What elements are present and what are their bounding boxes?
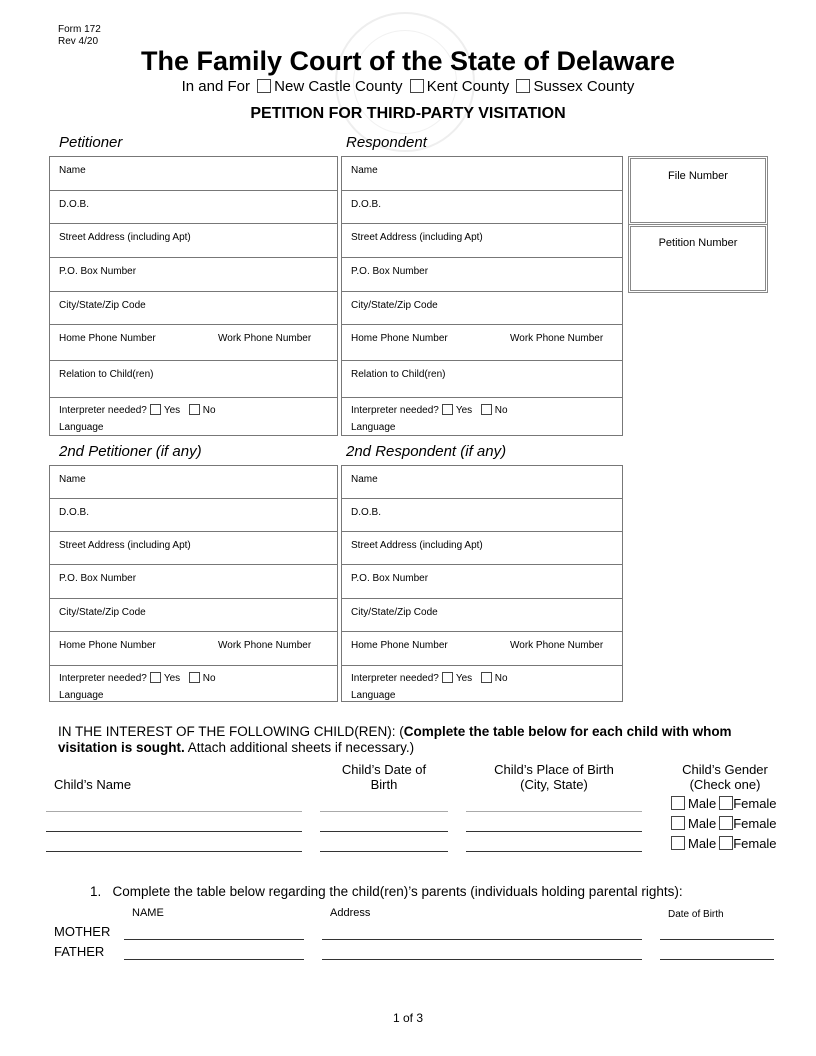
respondent-interpreter-no-checkbox[interactable]: [481, 404, 492, 415]
child-2-gender: [668, 816, 777, 831]
respondent2-no-label: No: [494, 673, 508, 684]
child-2-female-label: Female: [733, 816, 777, 831]
respondent-name-label: Name: [351, 165, 378, 176]
child-3-female-label: Female: [733, 836, 777, 851]
child-3-dob-field[interactable]: [320, 851, 448, 852]
child-2-name-field[interactable]: [46, 831, 302, 832]
child-3-female-checkbox[interactable]: [719, 836, 733, 850]
child-2-male-label: Male: [688, 816, 717, 831]
petitioner2-heading: 2nd Petitioner (if any): [59, 443, 202, 460]
respondent2-heading: 2nd Respondent (if any): [346, 443, 507, 460]
petitioner-interp-field[interactable]: [50, 398, 337, 434]
in-and-for-label: In and For: [181, 78, 250, 95]
form-revision: Rev 4/20: [58, 36, 99, 47]
respondent-dob-field[interactable]: [342, 191, 622, 224]
form-number: Form 172: [58, 24, 101, 35]
petitioner2-interpreter-question: [59, 672, 216, 684]
petitioner2-work-phone-label: Work Phone Number: [218, 640, 312, 651]
respondent2-interp-field[interactable]: [342, 666, 622, 701]
page-number: 1 of 3: [392, 1011, 424, 1025]
child-2-male-checkbox[interactable]: [671, 816, 685, 830]
child-2-female-checkbox[interactable]: [719, 816, 733, 830]
respondent2-work-phone-label: Work Phone Number: [510, 640, 604, 651]
respondent-no-label: No: [494, 405, 508, 416]
petitioner2-interpreter-yes-checkbox[interactable]: [150, 672, 161, 683]
respondent-table: [341, 156, 623, 436]
respondent2-pobox-field[interactable]: [342, 565, 622, 599]
petitioner2-street-label: Street Address (including Apt): [59, 540, 191, 551]
petitioner2-city-field[interactable]: [50, 599, 337, 632]
petitioner2-yes-label: Yes: [163, 673, 181, 684]
petition-number-box[interactable]: [628, 224, 768, 293]
child-1-male-checkbox[interactable]: [671, 796, 685, 810]
child-1-female-checkbox[interactable]: [719, 796, 733, 810]
petitioner2-pobox-field[interactable]: [50, 565, 337, 599]
petitioner-city-label: City/State/Zip Code: [59, 300, 146, 311]
respondent-phone-field[interactable]: [342, 325, 622, 361]
petitioner-relation-field[interactable]: [50, 361, 337, 398]
petitioner-interpreter-yes-checkbox[interactable]: [150, 404, 161, 415]
petitioner-language-label: Language: [59, 422, 104, 433]
respondent-street-label: Street Address (including Apt): [351, 232, 483, 243]
petitioner2-dob-field[interactable]: [50, 499, 337, 532]
respondent-city-field[interactable]: [342, 292, 622, 325]
child-1-male-label: Male: [688, 796, 717, 811]
petitioner-home-phone-label: Home Phone Number: [59, 333, 156, 344]
col-child-gender-1: Child’s Gender: [682, 762, 768, 777]
new-castle-checkbox[interactable]: [257, 79, 271, 93]
petitioner2-interp-field[interactable]: [50, 666, 337, 701]
petitioner2-table: [49, 465, 338, 702]
respondent-yes-label: Yes: [455, 405, 473, 416]
respondent2-name-field[interactable]: [342, 466, 622, 499]
respondent-work-phone-label: Work Phone Number: [510, 333, 604, 344]
respondent-dob-label: D.O.B.: [351, 199, 382, 210]
parents-instruction-text: Complete the table below regarding the child(ren)’s parents (individuals holding parental rights):: [112, 884, 683, 899]
petition-title: PETITION FOR THIRD-PARTY VISITATION: [250, 105, 566, 122]
col-child-dob-2: Birth: [370, 777, 398, 792]
petitioner-phone-field[interactable]: [50, 325, 337, 361]
respondent2-phone-field[interactable]: [342, 632, 622, 666]
children-intro: [58, 724, 758, 756]
col-child-name: Child’s Name: [54, 777, 132, 792]
mother-address-field[interactable]: [322, 939, 642, 940]
petitioner-street-label: Street Address (including Apt): [59, 232, 191, 243]
petitioner2-no-label: No: [202, 673, 216, 684]
respondent2-interpreter-label: Interpreter needed?: [351, 673, 439, 684]
respondent-language-label: Language: [351, 422, 396, 433]
petitioner-work-phone-label: Work Phone Number: [218, 333, 312, 344]
col-child-gender: [660, 762, 790, 792]
respondent2-dob-field[interactable]: [342, 499, 622, 532]
child-1-name-field[interactable]: [46, 811, 302, 812]
father-address-field[interactable]: [322, 959, 642, 960]
child-1-dob-field[interactable]: [320, 811, 448, 812]
petitioner-table: [49, 156, 338, 436]
petitioner-interpreter-no-checkbox[interactable]: [189, 404, 200, 415]
petition-number-label: Petition Number: [658, 237, 738, 249]
petitioner2-home-phone-label: Home Phone Number: [59, 640, 156, 651]
respondent2-yes-label: Yes: [455, 673, 473, 684]
col-child-place-2: (City, State): [520, 777, 588, 792]
petitioner-city-field[interactable]: [50, 292, 337, 325]
children-intro-bold: Complete the table below for each child with whom visitation is sought.: [58, 724, 732, 755]
petitioner2-city-label: City/State/Zip Code: [59, 607, 146, 618]
parents-number: 1.: [90, 884, 102, 899]
file-number-box[interactable]: [628, 156, 768, 225]
respondent-street-field[interactable]: [342, 224, 622, 258]
petitioner2-name-label: Name: [59, 474, 86, 485]
respondent-interpreter-label: Interpreter needed?: [351, 405, 439, 416]
petitioner-dob-label: D.O.B.: [59, 199, 90, 210]
respondent-heading: Respondent: [346, 134, 427, 151]
respondent2-interpreter-question: [351, 672, 508, 684]
father-dob-field[interactable]: [660, 959, 774, 960]
parents-col-dob: Date of Birth: [668, 909, 724, 920]
petitioner2-language-label: Language: [59, 690, 104, 701]
mother-label: MOTHER: [54, 924, 111, 939]
petitioner-name-label: Name: [59, 165, 86, 176]
petitioner-no-label: No: [202, 405, 216, 416]
respondent2-city-label: City/State/Zip Code: [351, 607, 438, 618]
respondent2-city-field[interactable]: [342, 599, 622, 632]
petitioner-yes-label: Yes: [163, 405, 181, 416]
respondent-relation-label: Relation to Child(ren): [351, 369, 446, 380]
respondent2-table: [341, 465, 623, 702]
col-child-place-1: Child’s Place of Birth: [494, 762, 614, 777]
respondent2-interpreter-no-checkbox[interactable]: [481, 672, 492, 683]
child-3-gender: [668, 836, 777, 851]
spacer: [472, 405, 478, 416]
petitioner2-dob-label: D.O.B.: [59, 507, 90, 518]
respondent2-street-label: Street Address (including Apt): [351, 540, 483, 551]
parents-col-name: NAME: [132, 907, 164, 919]
petitioner2-pobox-label: P.O. Box Number: [59, 573, 137, 584]
file-number-label: File Number: [668, 170, 728, 182]
mother-dob-field[interactable]: [660, 939, 774, 940]
respondent-interpreter-yes-checkbox[interactable]: [442, 404, 453, 415]
child-1-gender: [668, 796, 777, 811]
spacer: [180, 673, 186, 684]
child-3-name-field[interactable]: [46, 851, 302, 852]
child-3-male-checkbox[interactable]: [671, 836, 685, 850]
col-child-gender-2: (Check one): [689, 777, 761, 792]
respondent-relation-field[interactable]: [342, 361, 622, 398]
county-selector: [0, 78, 816, 95]
child-3-place-field[interactable]: [466, 851, 642, 852]
col-child-dob-1: Child’s Date of: [341, 762, 427, 777]
form-info: [58, 24, 101, 48]
respondent2-home-phone-label: Home Phone Number: [351, 640, 448, 651]
petitioner-name-field[interactable]: [50, 157, 337, 191]
respondent-pobox-label: P.O. Box Number: [351, 266, 429, 277]
col-child-place: [466, 762, 642, 792]
petitioner-heading: Petitioner: [59, 134, 123, 151]
petitioner-interpreter-label: Interpreter needed?: [59, 405, 147, 416]
respondent2-interpreter-yes-checkbox[interactable]: [442, 672, 453, 683]
child-2-dob-field[interactable]: [320, 831, 448, 832]
respondent2-street-field[interactable]: [342, 532, 622, 565]
respondent2-dob-label: D.O.B.: [351, 507, 382, 518]
spacer: [472, 673, 478, 684]
respondent2-name-label: Name: [351, 474, 378, 485]
petitioner2-name-field[interactable]: [50, 466, 337, 499]
col-child-dob: [320, 762, 448, 792]
child-2-place-field[interactable]: [466, 831, 642, 832]
petitioner2-phone-field[interactable]: [50, 632, 337, 666]
sussex-checkbox[interactable]: [516, 79, 530, 93]
child-1-female-label: Female: [733, 796, 777, 811]
respondent-home-phone-label: Home Phone Number: [351, 333, 448, 344]
petitioner2-street-field[interactable]: [50, 532, 337, 565]
petitioner-pobox-label: P.O. Box Number: [59, 266, 137, 277]
father-name-field[interactable]: [124, 959, 304, 960]
petitioner-relation-label: Relation to Child(ren): [59, 369, 154, 380]
children-intro-text: IN THE INTEREST OF THE FOLLOWING CHILD(REN): (: [58, 724, 404, 739]
petitioner2-interpreter-label: Interpreter needed?: [59, 673, 147, 684]
respondent-name-field[interactable]: [342, 157, 622, 191]
respondent2-language-label: Language: [351, 690, 396, 701]
respondent-interp-field[interactable]: [342, 398, 622, 434]
parents-col-address: Address: [330, 907, 371, 919]
mother-name-field[interactable]: [124, 939, 304, 940]
child-1-place-field[interactable]: [466, 811, 642, 812]
petitioner2-interpreter-no-checkbox[interactable]: [189, 672, 200, 683]
respondent-pobox-field[interactable]: [342, 258, 622, 292]
petitioner-dob-field[interactable]: [50, 191, 337, 224]
parents-instruction: [90, 884, 683, 899]
petitioner-pobox-field[interactable]: [50, 258, 337, 292]
court-title: The Family Court of the State of Delaware: [140, 46, 676, 76]
respondent-city-label: City/State/Zip Code: [351, 300, 438, 311]
spacer: [180, 405, 186, 416]
new-castle-label: New Castle County: [274, 78, 403, 95]
petitioner-street-field[interactable]: [50, 224, 337, 258]
child-3-male-label: Male: [688, 836, 717, 851]
children-intro-tail: Attach additional sheets if necessary.): [184, 740, 415, 755]
sussex-label: Sussex County: [533, 78, 635, 95]
kent-checkbox[interactable]: [410, 79, 424, 93]
respondent2-pobox-label: P.O. Box Number: [351, 573, 429, 584]
respondent-interpreter-question: [351, 404, 508, 416]
kent-label: Kent County: [426, 78, 510, 95]
father-label: FATHER: [54, 944, 105, 959]
petitioner-interpreter-question: [59, 404, 216, 416]
